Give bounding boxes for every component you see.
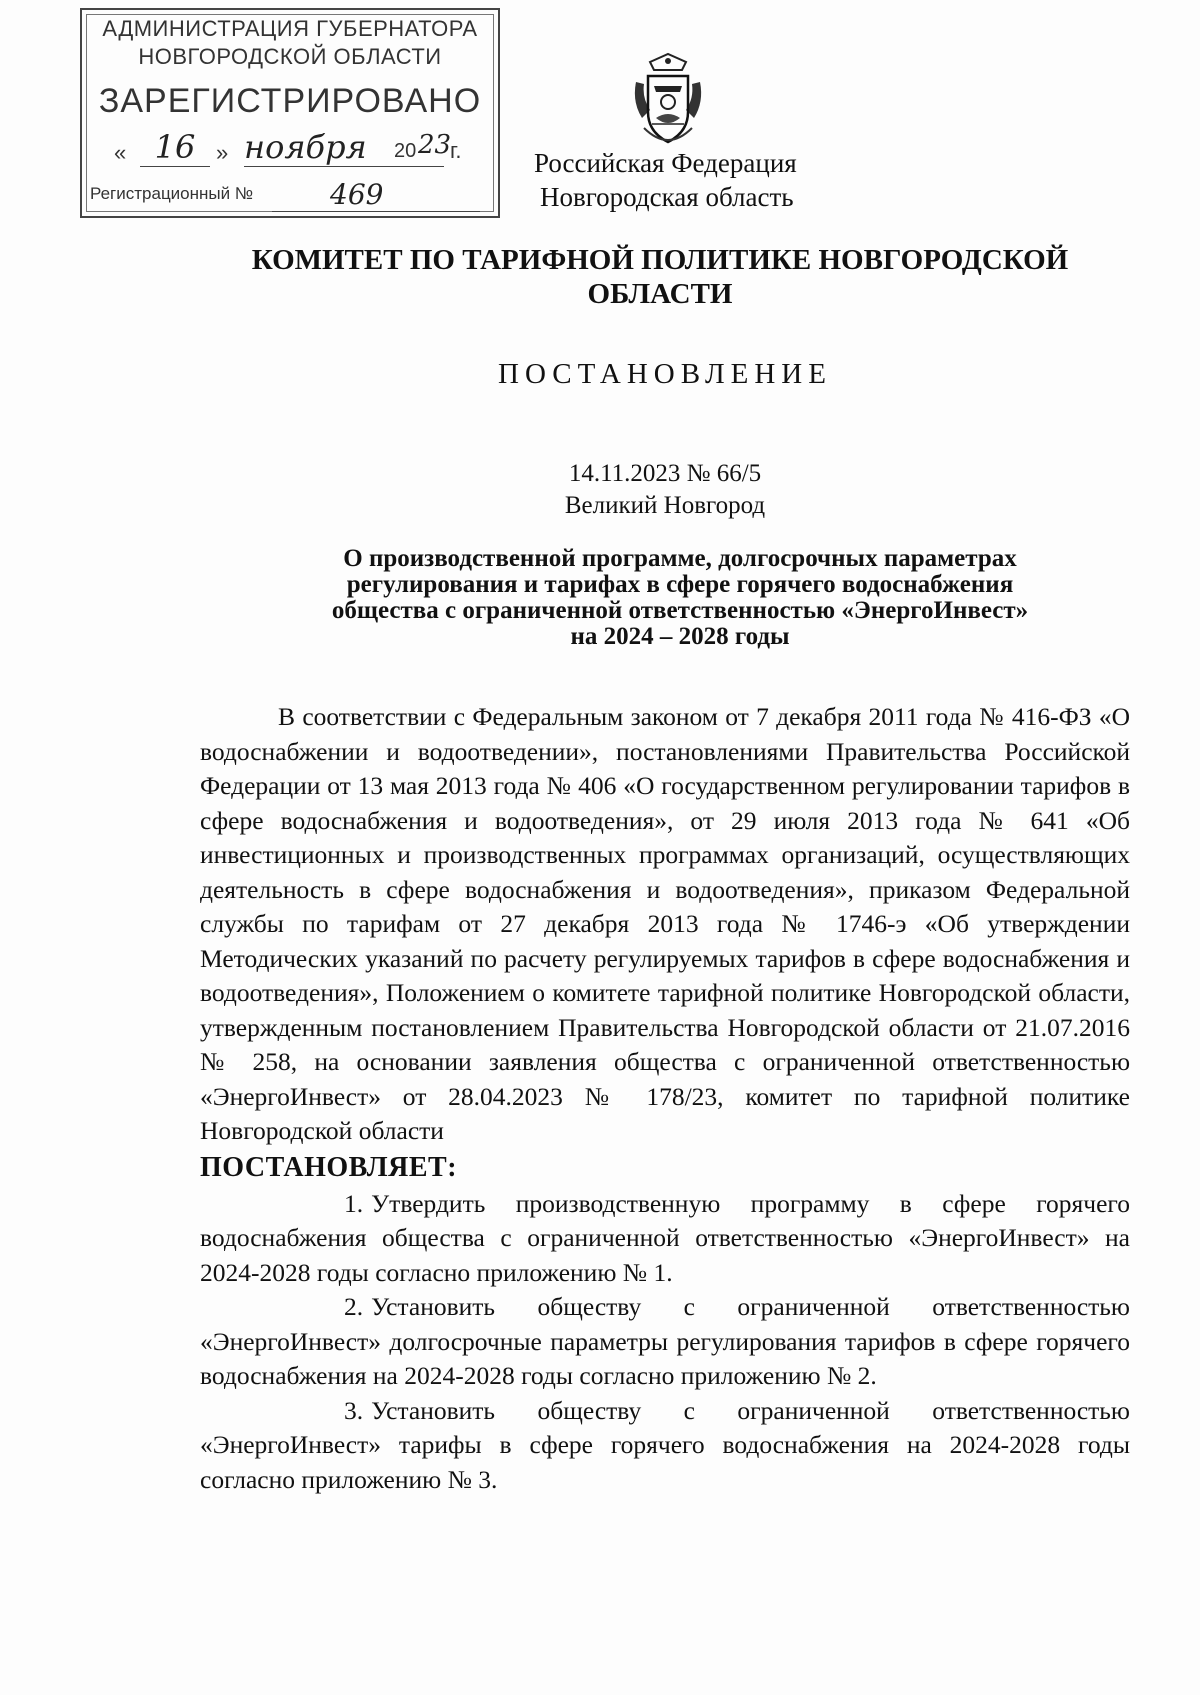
- title-line: общества с ограниченной ответственностью «ЭнергоИнвест»: [331, 597, 1029, 624]
- preamble-paragraph: В соответствии с Федеральным законом от 7 декабря 2011 года № 416-ФЗ «О водоснабжении и водоотведении», постановлениями Правительства Российской Федерации от 13 мая 2013 года № 406 «О государственном регулировании тарифов в сфере водоснабжения и водоотведения», от 29 июля 2013 года № 641 «Об инвестиционных и производственных программах организаций, осуществляющих деятельность в сфере водоснабжения и водоотведения», приказом Федеральной службы по тарифам от 27 декабря 2013 года № 1746-э «Об утверждении Методических указаний по расчету регулируемых тарифов в сфере водоснабжения и водоотведения», Положением о комитете тарифной политике Новгородской области, утвержденным постановлением Правительства Новгородской области от 21.07.2016 № 258, на основании заявления общества с ограниченной ответственностью «ЭнергоИнвест» от 28.04.2023 № 178/23, комитет по тарифной политике Новгородской области: [200, 702, 1130, 1145]
- decree-item-1: [200, 1187, 1130, 1291]
- coat-of-arms-icon: [630, 52, 706, 148]
- stamp-reg-number-label: Регистрационный №: [90, 184, 254, 203]
- stamp-close-quote: »: [216, 140, 229, 165]
- item-text: Установить обществу с ограниченной ответственностью «ЭнергоИнвест» долгосрочные параметры регулирования тарифов в сфере горячего водоснабжения на 2024-2028 годы согласно приложению № 2.: [200, 1292, 1130, 1390]
- item-number: 2.: [344, 1292, 364, 1321]
- stamp-org-line1: АДМИНИСТРАЦИЯ ГУБЕРНАТОРА: [102, 16, 478, 41]
- stamp-org-line2: НОВГОРОДСКОЙ ОБЛАСТИ: [138, 44, 442, 69]
- stamp-open-quote: «: [114, 140, 127, 165]
- document-body: [200, 700, 1130, 1497]
- document-date-number: 14.11.2023 № 66/5: [568, 460, 762, 487]
- title-line: О производственной программе, долгосрочных параметрах: [343, 545, 1017, 572]
- title-line: на 2024 – 2028 годы: [570, 623, 790, 650]
- stamp-year-suffix: 23: [418, 130, 452, 160]
- stamp-year-unit: г.: [450, 138, 462, 163]
- stamp-registered: ЗАРЕГИСТРИРОВАНО: [98, 82, 482, 120]
- item-text: Установить обществу с ограниченной ответственностью «ЭнергоИнвест» тарифы в сфере горячего водоснабжения на 2024-2028 годы согласно приложению № 3.: [200, 1395, 1130, 1494]
- region-name: Новгородская область: [540, 182, 794, 212]
- stamp-day: 16: [140, 128, 210, 167]
- document-city: Великий Новгород: [564, 492, 766, 519]
- committee-name-line2: ОБЛАСТИ: [587, 278, 733, 310]
- committee-name-line1: КОМИТЕТ ПО ТАРИФНОЙ ПОЛИТИКЕ НОВГОРОДСКОЙ: [251, 244, 1069, 276]
- item-number: 1.: [344, 1188, 364, 1218]
- document-type: ПОСТАНОВЛЕНИЕ: [498, 358, 832, 390]
- stamp-reg-number-value: 469: [272, 178, 480, 212]
- country-name: Российская Федерация: [534, 148, 797, 178]
- stamp-year-prefix: 20: [394, 140, 417, 162]
- decree-item-2: [200, 1290, 1130, 1394]
- document-title: [200, 546, 1160, 650]
- decree-word: ПОСТАНОВЛЯЕТ:: [200, 1151, 458, 1183]
- registration-stamp: [80, 8, 500, 218]
- item-text: Утвердить производственную программу в сфере горячего водоснабжения общества с ограниченной ответственностью «ЭнергоИнвест» на 2024-2028 годы согласно приложению № 1.: [200, 1188, 1130, 1287]
- stamp-date: [96, 128, 486, 168]
- stamp-reg-number: [90, 178, 490, 211]
- decree-item-3: [200, 1394, 1130, 1498]
- stamp-month: ноября: [244, 128, 444, 167]
- title-line: регулирования и тарифах в сфере горячего водоснабжения: [346, 571, 1014, 598]
- item-number: 3.: [344, 1395, 364, 1425]
